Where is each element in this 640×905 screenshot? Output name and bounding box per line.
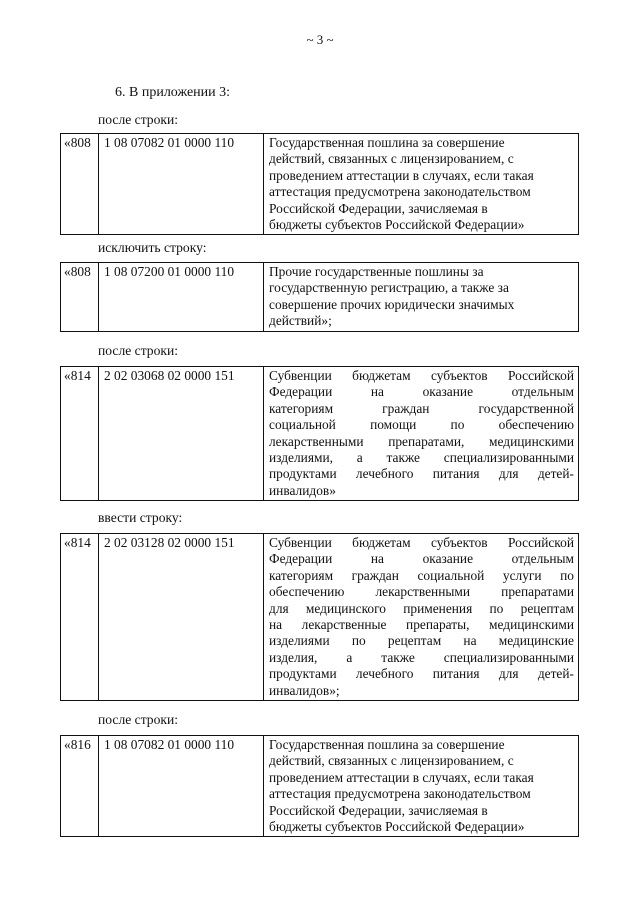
description-line: действий, связанных с лицензированием, с <box>269 753 514 769</box>
description-line: продуктами лечебного питания для детей- <box>269 466 574 482</box>
description-line: Государственная пошлина за совершение <box>269 737 505 752</box>
budget-code: 2 02 03068 02 0000 151 <box>99 367 264 501</box>
description-line: аттестация предусмотрена законодательством <box>269 184 531 200</box>
row-description <box>264 263 579 332</box>
description-line: проведением аттестации в случаях, если такая <box>269 769 534 785</box>
description-line: лекарственными препаратами, медицинскими <box>269 433 574 449</box>
description-line: инвалидов»; <box>269 682 340 698</box>
description-line: Федерации на оказание отдельным <box>269 551 574 567</box>
instruction-label: исключить строку: <box>98 240 207 255</box>
row-number: «814 <box>61 367 99 501</box>
row-description <box>264 367 579 501</box>
row-description <box>264 134 579 235</box>
budget-code-row <box>60 533 579 701</box>
row-number: «814 <box>61 534 99 701</box>
description-line: Субвенции бюджетам субъектов Российской <box>269 535 574 550</box>
description-line: Российской Федерации, зачисляемая в <box>269 200 488 216</box>
budget-code-row <box>60 262 579 332</box>
description-line: аттестация предусмотрена законодательством <box>269 786 531 802</box>
description-line: Российской Федерации, зачисляемая в <box>269 802 488 818</box>
budget-code: 2 02 03128 02 0000 151 <box>99 534 264 701</box>
instruction-label: ввести строку: <box>98 510 183 525</box>
description-line: изделиями по рецептам на медицинские <box>269 633 574 649</box>
description-line: обеспечению лекарственными препаратами <box>269 584 574 600</box>
description-line: бюджеты субъектов Российской Федерации» <box>269 819 525 835</box>
instruction-label: после строки: <box>98 343 179 358</box>
budget-code: 1 08 07082 01 0000 110 <box>99 736 264 837</box>
description-line: социальной помощи по обеспечению <box>269 417 574 433</box>
row-number: «808 <box>61 134 99 235</box>
description-line: инвалидов» <box>269 482 336 498</box>
budget-code-row <box>60 133 579 235</box>
description-line: изделиями, а также специализированными <box>269 450 574 466</box>
instruction-label: после строки: <box>98 712 179 727</box>
description-line: государственную регистрацию, а также за <box>269 280 509 296</box>
description-line: для медицинского применения по рецептам <box>269 600 574 616</box>
description-line: на лекарственные препараты, медицинскими <box>269 617 574 633</box>
budget-code: 1 08 07200 01 0000 110 <box>99 263 264 332</box>
row-description <box>264 736 579 837</box>
description-line: изделия, а также специализированными <box>269 649 574 665</box>
description-line: Государственная пошлина за совершение <box>269 135 505 150</box>
description-line: действий, связанных с лицензированием, с <box>269 151 514 167</box>
description-line: действий»; <box>269 313 332 329</box>
description-line: Субвенции бюджетам субъектов Российской <box>269 368 574 383</box>
row-number: «808 <box>61 263 99 332</box>
page-number: ~ 3 ~ <box>306 32 334 47</box>
description-line: продуктами лечебного питания для детей- <box>269 666 574 682</box>
instruction-label: после строки: <box>98 112 179 127</box>
section-heading: 6. В приложении 3: <box>115 85 231 100</box>
description-line: совершение прочих юридически значимых <box>269 296 515 312</box>
description-line: проведением аттестации в случаях, если такая <box>269 167 534 183</box>
description-line: бюджеты субъектов Российской Федерации» <box>269 217 525 233</box>
row-description <box>264 534 579 701</box>
description-line: категориям граждан социальной услуги по <box>269 567 574 583</box>
budget-code-row <box>60 366 579 501</box>
description-line: Прочие государственные пошлины за <box>269 264 484 279</box>
row-number: «816 <box>61 736 99 837</box>
budget-code-row <box>60 735 579 837</box>
description-line: категориям граждан государственной <box>269 400 574 416</box>
description-line: Федерации на оказание отдельным <box>269 384 574 400</box>
budget-code: 1 08 07082 01 0000 110 <box>99 134 264 235</box>
